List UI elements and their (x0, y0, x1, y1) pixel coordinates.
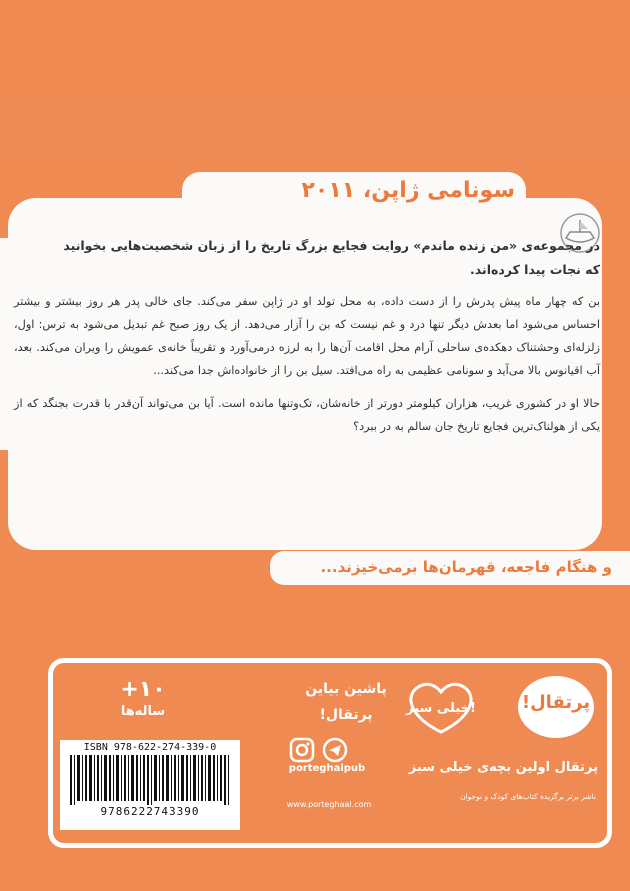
publisher-logo (518, 676, 594, 738)
book-title: سونامی ژاپن، ۲۰۱۱ (301, 178, 515, 203)
age-unit: ساله‌ها (120, 704, 166, 719)
brand-line: پرتقال اولین بچه‌ی خیلی سبز (408, 760, 598, 775)
cover-background (0, 0, 630, 160)
social-icons (287, 736, 351, 764)
synopsis-paragraph-1: بن که چهار ماه پیش پدرش را از دست داده، به محل تولد او در ژاپن سفر می‌کند. جای خالی پدر هر روز بیشتر و بیشتر احساس می‌شود اما بعدش دیگر تنها درد و غم نیست که بن را آزار می‌دهد. از یک روز صبح غم تبدیل می‌شود به ترس: اول، زلزله‌ای وحشتناک دهکده‌ی ساحلی آرام محل اقامت آن‌ها را به لرزه درمی‌آورد و تقریباً خانه‌ی عمویش را ویران می‌کند. بعد، آب اقیانوس بالا می‌آید و سونامی عظیمی به راه می‌افتد. سیل بن را از خانواده‌اش جدا می‌کند... (14, 295, 600, 377)
kheili-sabz-logo (398, 676, 484, 736)
slogan-line-1: پاشین بیاین (305, 681, 387, 697)
tagline-text: و هنگام فاجعه، قهرمان‌ها برمی‌خیزند... (320, 558, 612, 576)
instagram-icon[interactable] (291, 739, 313, 761)
age-badge (110, 676, 176, 734)
barcode-block (60, 740, 240, 830)
age-number: +۱۰ (120, 677, 166, 702)
tagline-banner (270, 551, 630, 585)
synopsis-body (14, 290, 600, 438)
website-link[interactable]: www.porteghaal.com (286, 800, 372, 809)
intro-text: در مجموعه‌ی «من زنده ماندم» روایت فجایع بزرگ تاریخ را از زبان شخصیت‌هایی بخوانید که نجات پیدا کرده‌اند. (63, 238, 600, 277)
kheili-sabz-logo-text: خیلی سبز! (406, 701, 476, 716)
publisher-logo-text: پرتقال! (521, 692, 591, 713)
isbn-label: ISBN 978-622-274-339-0 (83, 742, 217, 753)
barcode-digits: 9786222743390 (100, 805, 200, 818)
telegram-icon[interactable] (324, 739, 346, 761)
slogan (300, 676, 392, 728)
brand-subline: ناشر برتر برگزیده کتاب‌های کودک و نوجوان (460, 792, 596, 801)
social-handle[interactable]: porteghalpub (288, 763, 366, 774)
barcode-bars (68, 755, 232, 805)
slogan-line-2: پرتقال! (319, 707, 373, 723)
synopsis-paragraph-2: حالا او در کشوری غریب، هزاران کیلومتر دورتر از خانه‌شان، تک‌وتنها مانده است. آیا بن می‌تواند آن‌قدر با قدرت بجنگد که از یکی از هولناک‌ترین فجایع تاریخ جان سالم به در ببرد؟ (14, 397, 600, 433)
